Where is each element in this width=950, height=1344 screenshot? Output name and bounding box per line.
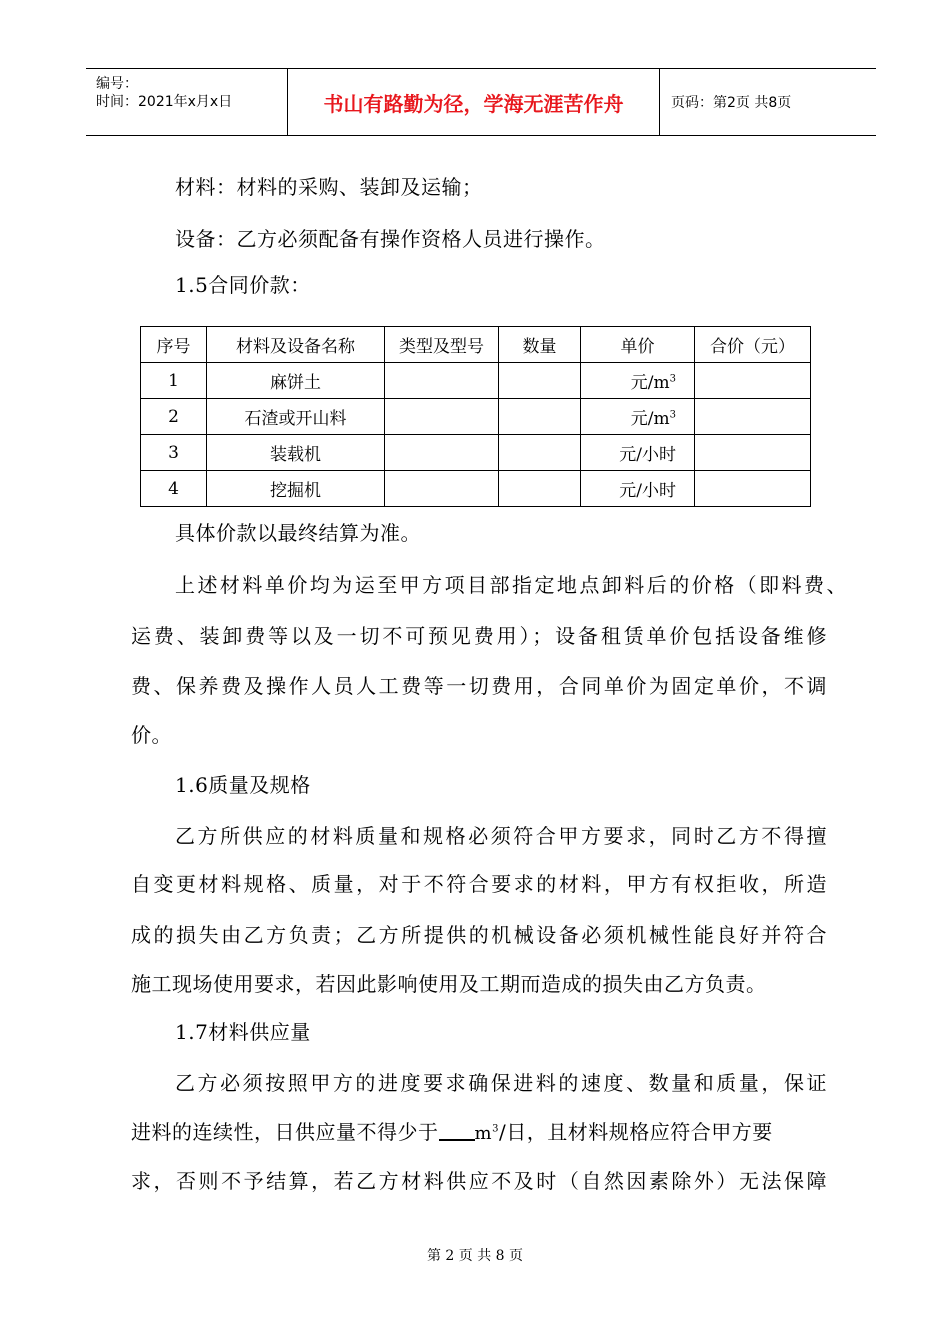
section-1-5-heading: 1.5合同价款： xyxy=(175,273,311,297)
table-header-row xyxy=(141,327,811,363)
item-unit-price: 元/小时 xyxy=(581,435,695,471)
item-total xyxy=(695,399,811,435)
section-1-6-heading: 1.6质量及规格 xyxy=(175,773,311,797)
header-motto: 书山有路勤为径，学海无涯苦作舟 xyxy=(323,91,624,116)
item-total xyxy=(695,363,811,399)
supply-paragraph-line: 求，否则不予结算，若乙方材料供应不及时（自然因素除外）无法保障 xyxy=(131,1169,827,1193)
supply-text: 进料的连续性，日供应量不得少于 xyxy=(131,1120,439,1144)
table-row xyxy=(141,471,811,507)
quality-paragraph-line: 成的损失由乙方负责；乙方所提供的机械设备必须机械性能良好并符合 xyxy=(131,923,827,947)
header-meta xyxy=(86,69,287,135)
supply-paragraph-line: 乙方必须按照甲方的进度要求确保进料的速度、数量和质量，保证 xyxy=(175,1071,827,1095)
table-row xyxy=(141,363,811,399)
unit-price-paragraph-line: 费、保养费及操作人员人工费等一切费用，合同单价为固定单价，不调 xyxy=(131,674,827,698)
supply-paragraph-line xyxy=(131,1118,773,1148)
row-number: 1 xyxy=(141,363,207,399)
header-page-number: 页码：第2页 共8页 xyxy=(671,95,792,111)
section-1-7-heading: 1.7材料供应量 xyxy=(175,1020,311,1044)
row-number: 3 xyxy=(141,435,207,471)
column-header: 序号 xyxy=(141,327,207,363)
unit-price-paragraph-line: 上述材料单价均为运至甲方项目部指定地点卸料后的价格（即料费、 xyxy=(175,573,847,597)
table-row xyxy=(141,435,811,471)
item-quantity xyxy=(499,435,581,471)
equipment-line: 设备：乙方必须配备有操作资格人员进行操作。 xyxy=(175,227,606,251)
document-time-label: 时间：2021年x月x日 xyxy=(96,94,233,110)
item-quantity xyxy=(499,363,581,399)
item-total xyxy=(695,471,811,507)
supply-unit-exponent: 3 xyxy=(492,1123,499,1135)
item-name: 挖掘机 xyxy=(207,471,385,507)
unit-price-paragraph-line: 价。 xyxy=(131,723,172,747)
column-header: 数量 xyxy=(499,327,581,363)
fill-in-blank[interactable] xyxy=(439,1119,475,1141)
item-name: 石渣或开山料 xyxy=(207,399,385,435)
item-quantity xyxy=(499,471,581,507)
item-model xyxy=(385,435,499,471)
table-row xyxy=(141,399,811,435)
supply-unit: m xyxy=(474,1123,493,1144)
supply-text: /日，且材料规格应符合甲方要 xyxy=(498,1120,773,1144)
column-header: 类型及型号 xyxy=(385,327,499,363)
quality-paragraph-line: 乙方所供应的材料质量和规格必须符合甲方要求，同时乙方不得擅 xyxy=(175,824,827,848)
item-model xyxy=(385,399,499,435)
item-unit-price: 元$/m^3$ xyxy=(581,363,695,399)
unit-price-paragraph-line: 运费、装卸费等以及一切不可预见费用）；设备租赁单价包括设备维修 xyxy=(131,624,827,648)
quality-paragraph-line: 自变更材料规格、质量，对于不符合要求的材料，甲方有权拒收，所造 xyxy=(131,872,827,896)
materials-line: 材料：材料的采购、装卸及运输； xyxy=(175,175,483,199)
item-name: 装载机 xyxy=(207,435,385,471)
quality-paragraph-line: 施工现场使用要求，若因此影响使用及工期而造成的损失由乙方负责。 xyxy=(131,972,767,996)
document-code-label: 编号： xyxy=(96,76,138,92)
item-unit-price: 元$/m^3$ xyxy=(581,399,695,435)
column-header: 材料及设备名称 xyxy=(207,327,385,363)
item-model xyxy=(385,363,499,399)
row-number: 4 xyxy=(141,471,207,507)
item-unit-price: 元/小时 xyxy=(581,471,695,507)
item-total xyxy=(695,435,811,471)
page-footer: 第 2 页 共 8 页 xyxy=(426,1248,524,1264)
item-name: 麻饼土 xyxy=(207,363,385,399)
header-divider xyxy=(659,69,660,135)
column-header: 合价（元） xyxy=(695,327,811,363)
page-header xyxy=(86,68,876,136)
item-model xyxy=(385,471,499,507)
price-table xyxy=(140,326,811,507)
price-final-line: 具体价款以最终结算为准。 xyxy=(175,521,421,545)
item-quantity xyxy=(499,399,581,435)
row-number: 2 xyxy=(141,399,207,435)
column-header: 单价 xyxy=(581,327,695,363)
